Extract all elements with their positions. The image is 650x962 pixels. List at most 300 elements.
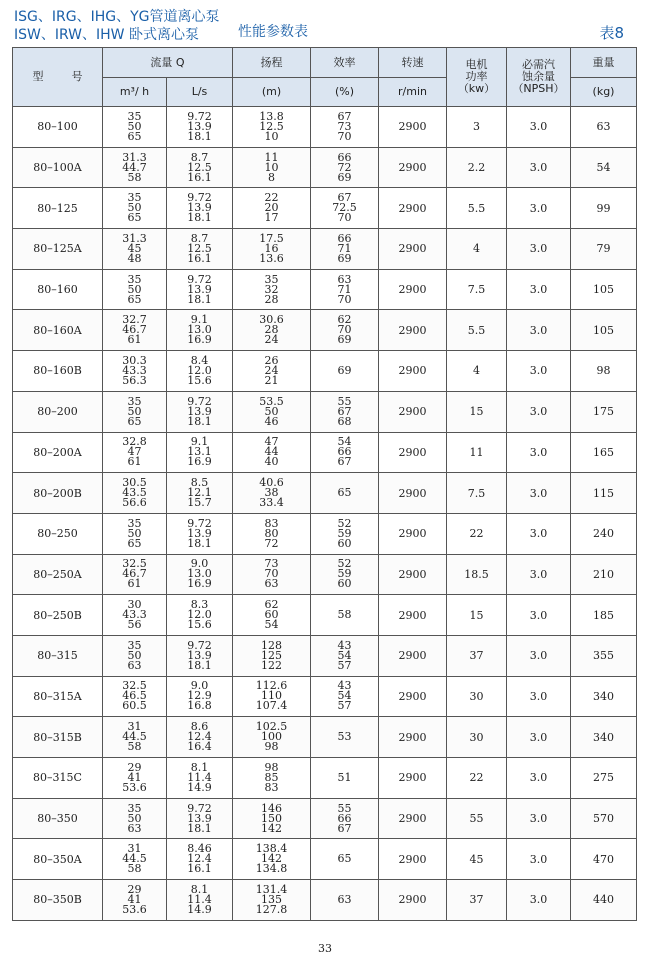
cell-head-value: 30.6 — [259, 313, 284, 327]
cell-weight: 165 — [571, 432, 637, 473]
table-row — [13, 310, 637, 351]
cell-head-value: 60 — [264, 608, 279, 622]
cell-power: 4 — [447, 229, 507, 270]
cell-head-value: 62 — [264, 598, 279, 612]
cell-head — [233, 229, 311, 270]
table-row — [13, 269, 637, 310]
cell-flow-m3h-value: 63 — [127, 821, 142, 835]
cell-speed: 2900 — [379, 717, 447, 758]
cell-power: 4 — [447, 351, 507, 392]
cell-efficiency — [311, 513, 379, 554]
doc-title-line2: ISW、IRW、IHW 卧式离心泵 — [14, 27, 199, 43]
cell-flow-ls — [167, 595, 233, 636]
cell-efficiency-value: 65 — [337, 852, 352, 866]
cell-flow-m3h-value: 46.7 — [122, 323, 147, 337]
cell-efficiency-value: 70 — [337, 292, 352, 306]
cell-head — [233, 513, 311, 554]
cell-speed: 2900 — [379, 432, 447, 473]
cell-flow-ls-value: 18.1 — [187, 129, 212, 143]
cell-speed: 2900 — [379, 269, 447, 310]
cell-weight: 63 — [571, 107, 637, 148]
cell-flow-m3h-value: 29 — [127, 882, 142, 896]
cell-flow-m3h-value: 41 — [127, 892, 142, 906]
cell-head-value: 44 — [264, 445, 279, 459]
cell-head-value: 110 — [261, 689, 282, 703]
cell-model: 80–160A — [13, 310, 103, 351]
cell-model: 80–160 — [13, 269, 103, 310]
cell-head-value: 40 — [264, 455, 279, 469]
cell-weight: 175 — [571, 391, 637, 432]
cell-head-value: 98 — [264, 740, 279, 754]
cell-npsh: 3.0 — [507, 798, 571, 839]
cell-flow-ls-value: 12.0 — [187, 363, 212, 377]
cell-flow-ls-value: 18.1 — [187, 658, 212, 672]
cell-efficiency-value: 63 — [337, 272, 352, 286]
table-row — [13, 147, 637, 188]
cell-flow-ls-value: 15.6 — [187, 618, 212, 632]
cell-efficiency-value: 55 — [337, 394, 352, 408]
cell-efficiency-value: 66 — [337, 445, 352, 459]
header-head: 扬程 — [233, 48, 311, 78]
cell-weight: 210 — [571, 554, 637, 595]
table-row — [13, 513, 637, 554]
cell-model: 80–200B — [13, 473, 103, 514]
header-flow: 流量 Q — [103, 48, 233, 78]
cell-head-value: 35 — [264, 272, 279, 286]
cell-efficiency-value: 73 — [337, 119, 352, 133]
cell-head — [233, 595, 311, 636]
cell-flow-ls-value: 8.4 — [190, 353, 209, 367]
cell-speed: 2900 — [379, 554, 447, 595]
cell-head-value: 10 — [264, 129, 279, 143]
cell-flow-ls-value: 14.9 — [187, 780, 212, 794]
cell-npsh: 3.0 — [507, 635, 571, 676]
header-speed: 转速 — [379, 48, 447, 78]
performance-table — [12, 47, 637, 921]
cell-flow-ls-value: 8.6 — [190, 720, 209, 734]
cell-flow-m3h — [103, 880, 167, 921]
cell-head-value: 20 — [264, 201, 279, 215]
cell-efficiency — [311, 758, 379, 799]
cell-efficiency-value: 60 — [337, 577, 352, 591]
cell-head-value: 72 — [264, 536, 279, 550]
cell-model: 80–125A — [13, 229, 103, 270]
page-number: 33 — [318, 942, 332, 955]
cell-speed: 2900 — [379, 595, 447, 636]
cell-head — [233, 351, 311, 392]
cell-weight: 115 — [571, 473, 637, 514]
cell-efficiency-value: 62 — [337, 313, 352, 327]
cell-flow-m3h — [103, 269, 167, 310]
table-row — [13, 717, 637, 758]
table-row — [13, 880, 637, 921]
cell-efficiency — [311, 310, 379, 351]
cell-efficiency — [311, 473, 379, 514]
cell-flow-ls-value: 8.7 — [190, 150, 209, 164]
cell-flow-m3h-value: 65 — [127, 129, 142, 143]
cell-flow-m3h-value: 50 — [127, 526, 142, 540]
cell-head-value: 134.8 — [255, 862, 288, 876]
cell-model: 80–250B — [13, 595, 103, 636]
table-row — [13, 839, 637, 880]
cell-flow-ls-value: 8.5 — [190, 476, 209, 490]
header-head-unit: (m) — [233, 78, 311, 107]
cell-flow-m3h-value: 65 — [127, 292, 142, 306]
cell-flow-m3h-value: 44.5 — [122, 852, 147, 866]
cell-efficiency — [311, 880, 379, 921]
cell-flow-ls — [167, 758, 233, 799]
cell-flow-ls-value: 16.9 — [187, 455, 212, 469]
cell-flow-m3h-value: 48 — [127, 251, 142, 265]
table-row — [13, 635, 637, 676]
cell-head-value: 127.8 — [255, 902, 288, 916]
cell-head-value: 112.6 — [255, 679, 288, 693]
cell-power: 7.5 — [447, 473, 507, 514]
table-body — [13, 107, 637, 921]
cell-efficiency-value: 70 — [337, 129, 352, 143]
cell-flow-ls-value: 16.9 — [187, 333, 212, 347]
cell-efficiency-value: 67 — [337, 455, 352, 469]
cell-flow-ls-value: 9.1 — [190, 435, 209, 449]
cell-efficiency-value: 66 — [337, 811, 352, 825]
cell-efficiency — [311, 595, 379, 636]
header-flow-ls: L/s — [167, 78, 233, 107]
cell-flow-ls-value: 12.9 — [187, 689, 212, 703]
cell-head — [233, 147, 311, 188]
cell-head-value: 47 — [264, 435, 279, 449]
table-row — [13, 188, 637, 229]
cell-flow-m3h — [103, 513, 167, 554]
table-number: 表8 — [599, 24, 624, 42]
cell-weight: 355 — [571, 635, 637, 676]
cell-speed: 2900 — [379, 107, 447, 148]
cell-flow-m3h — [103, 351, 167, 392]
cell-flow-m3h-value: 61 — [127, 455, 142, 469]
cell-flow-ls — [167, 391, 233, 432]
cell-efficiency-value: 53 — [337, 730, 352, 744]
table-row — [13, 554, 637, 595]
cell-flow-ls-value: 18.1 — [187, 211, 212, 225]
cell-flow-ls-value: 9.72 — [187, 191, 212, 205]
cell-flow-ls-value: 13.1 — [187, 445, 212, 459]
cell-power: 5.5 — [447, 188, 507, 229]
cell-flow-m3h-value: 63 — [127, 658, 142, 672]
cell-flow-ls-value: 16.8 — [187, 699, 212, 713]
cell-head-value: 24 — [264, 363, 279, 377]
cell-efficiency — [311, 635, 379, 676]
cell-power: 37 — [447, 635, 507, 676]
cell-flow-ls — [167, 310, 233, 351]
cell-head-value: 100 — [261, 730, 282, 744]
cell-npsh: 3.0 — [507, 758, 571, 799]
cell-head-value: 10 — [264, 160, 279, 174]
cell-flow-ls-value: 13.9 — [187, 648, 212, 662]
cell-head-value: 85 — [264, 770, 279, 784]
cell-flow-ls-value: 9.1 — [190, 313, 209, 327]
cell-head-value: 53.5 — [259, 394, 284, 408]
cell-model: 80–100A — [13, 147, 103, 188]
cell-head-value: 11 — [264, 150, 279, 164]
cell-efficiency-value: 66 — [337, 150, 352, 164]
cell-head-value: 83 — [264, 516, 279, 530]
cell-power: 18.5 — [447, 554, 507, 595]
cell-flow-ls-value: 12.4 — [187, 730, 212, 744]
cell-flow-ls — [167, 880, 233, 921]
cell-head-value: 98 — [264, 760, 279, 774]
cell-flow-ls-value: 8.7 — [190, 231, 209, 245]
cell-flow-m3h — [103, 310, 167, 351]
cell-head-value: 128 — [261, 638, 282, 652]
cell-npsh: 3.0 — [507, 880, 571, 921]
cell-head-value: 146 — [261, 801, 282, 815]
cell-efficiency-value: 59 — [337, 567, 352, 581]
cell-efficiency — [311, 107, 379, 148]
cell-efficiency-value: 59 — [337, 526, 352, 540]
table-row — [13, 758, 637, 799]
cell-efficiency-value: 70 — [337, 211, 352, 225]
cell-flow-ls-value: 13.9 — [187, 526, 212, 540]
cell-efficiency-value: 60 — [337, 536, 352, 550]
cell-flow-m3h-value: 58 — [127, 862, 142, 876]
cell-flow-ls-value: 13.0 — [187, 567, 212, 581]
cell-head-value: 26 — [264, 353, 279, 367]
cell-flow-m3h — [103, 432, 167, 473]
cell-efficiency — [311, 391, 379, 432]
cell-speed: 2900 — [379, 758, 447, 799]
cell-flow-m3h-value: 50 — [127, 811, 142, 825]
cell-power: 30 — [447, 717, 507, 758]
cell-flow-m3h-value: 47 — [127, 445, 142, 459]
cell-head-value: 8 — [268, 170, 275, 184]
cell-flow-m3h-value: 35 — [127, 638, 142, 652]
cell-flow-m3h-value: 65 — [127, 414, 142, 428]
cell-flow-m3h-value: 44.5 — [122, 730, 147, 744]
cell-weight: 240 — [571, 513, 637, 554]
cell-head-value: 46 — [264, 414, 279, 428]
cell-flow-ls — [167, 473, 233, 514]
cell-head — [233, 839, 311, 880]
cell-power: 3 — [447, 107, 507, 148]
cell-efficiency — [311, 717, 379, 758]
cell-flow-ls-value: 9.72 — [187, 638, 212, 652]
cell-weight: 54 — [571, 147, 637, 188]
cell-power: 55 — [447, 798, 507, 839]
cell-flow-m3h — [103, 554, 167, 595]
cell-npsh: 3.0 — [507, 310, 571, 351]
cell-flow-m3h-value: 56 — [127, 618, 142, 632]
cell-flow-ls — [167, 432, 233, 473]
cell-flow-m3h-value: 32.7 — [122, 313, 147, 327]
cell-flow-m3h-value: 50 — [127, 648, 142, 662]
cell-head-value: 13.6 — [259, 251, 284, 265]
doc-title-line1: ISG、IRG、IHG、YG管道离心泵 — [14, 9, 220, 25]
cell-head — [233, 310, 311, 351]
cell-flow-ls-value: 11.4 — [187, 770, 212, 784]
cell-efficiency — [311, 269, 379, 310]
cell-power: 22 — [447, 758, 507, 799]
cell-efficiency-value: 43 — [337, 638, 352, 652]
cell-head-value: 107.4 — [255, 699, 288, 713]
cell-flow-m3h-value: 30.3 — [122, 353, 147, 367]
cell-flow-ls — [167, 351, 233, 392]
cell-head — [233, 391, 311, 432]
cell-flow-m3h-value: 41 — [127, 770, 142, 784]
cell-model: 80–100 — [13, 107, 103, 148]
cell-speed: 2900 — [379, 229, 447, 270]
cell-head-value: 50 — [264, 404, 279, 418]
cell-flow-m3h-value: 30.5 — [122, 476, 147, 490]
cell-flow-ls-value: 18.1 — [187, 536, 212, 550]
cell-efficiency-value: 70 — [337, 323, 352, 337]
cell-speed: 2900 — [379, 839, 447, 880]
cell-flow-ls-value: 13.0 — [187, 323, 212, 337]
cell-efficiency — [311, 798, 379, 839]
cell-flow-m3h-value: 50 — [127, 201, 142, 215]
table-row — [13, 391, 637, 432]
cell-flow-m3h-value: 35 — [127, 516, 142, 530]
cell-flow-ls-value: 13.9 — [187, 811, 212, 825]
cell-model: 80–160B — [13, 351, 103, 392]
cell-speed: 2900 — [379, 310, 447, 351]
cell-efficiency-value: 66 — [337, 231, 352, 245]
header-weight: 重量 — [571, 48, 637, 78]
cell-flow-ls — [167, 676, 233, 717]
cell-flow-m3h-value: 65 — [127, 536, 142, 550]
cell-flow-ls-value: 16.1 — [187, 170, 212, 184]
cell-power: 11 — [447, 432, 507, 473]
cell-flow-ls-value: 14.9 — [187, 902, 212, 916]
cell-flow-m3h-value: 29 — [127, 760, 142, 774]
cell-head-value: 38 — [264, 486, 279, 500]
cell-flow-ls-value: 8.46 — [187, 842, 212, 856]
cell-weight: 98 — [571, 351, 637, 392]
cell-head-value: 150 — [261, 811, 282, 825]
cell-efficiency-value: 67 — [337, 404, 352, 418]
cell-efficiency-value: 43 — [337, 679, 352, 693]
cell-head-value: 28 — [264, 323, 279, 337]
cell-efficiency-value: 67 — [337, 109, 352, 123]
cell-head-value: 12.5 — [259, 119, 284, 133]
cell-head — [233, 432, 311, 473]
cell-efficiency — [311, 147, 379, 188]
cell-efficiency-value: 72 — [337, 160, 352, 174]
cell-model: 80–350A — [13, 839, 103, 880]
cell-weight: 185 — [571, 595, 637, 636]
cell-npsh: 3.0 — [507, 351, 571, 392]
cell-flow-m3h-value: 32.5 — [122, 557, 147, 571]
cell-flow-m3h-value: 35 — [127, 109, 142, 123]
cell-efficiency-value: 71 — [337, 282, 352, 296]
cell-efficiency — [311, 188, 379, 229]
header-power: 电机 功率 （kw） — [447, 48, 507, 107]
cell-flow-ls-value: 15.7 — [187, 496, 212, 510]
cell-efficiency — [311, 839, 379, 880]
cell-efficiency — [311, 554, 379, 595]
header-weight-unit: (kg) — [571, 78, 637, 107]
cell-flow-ls — [167, 107, 233, 148]
cell-flow-ls-value: 18.1 — [187, 821, 212, 835]
cell-power: 15 — [447, 595, 507, 636]
cell-flow-m3h-value: 35 — [127, 272, 142, 286]
cell-model: 80–200A — [13, 432, 103, 473]
cell-head-value: 102.5 — [255, 720, 288, 734]
cell-model: 80–315A — [13, 676, 103, 717]
cell-flow-ls-value: 16.9 — [187, 577, 212, 591]
cell-efficiency-value: 52 — [337, 557, 352, 571]
cell-flow-ls — [167, 269, 233, 310]
cell-flow-m3h-value: 60.5 — [122, 699, 147, 713]
cell-flow-m3h-value: 43.5 — [122, 486, 147, 500]
cell-npsh: 3.0 — [507, 554, 571, 595]
cell-efficiency — [311, 676, 379, 717]
cell-npsh: 3.0 — [507, 188, 571, 229]
cell-power: 45 — [447, 839, 507, 880]
cell-model: 80–125 — [13, 188, 103, 229]
cell-flow-ls-value: 9.0 — [190, 557, 209, 571]
cell-flow-m3h-value: 31 — [127, 842, 142, 856]
cell-flow-m3h-value: 30 — [127, 598, 142, 612]
cell-flow-m3h-value: 44.7 — [122, 160, 147, 174]
cell-flow-m3h-value: 43.3 — [122, 363, 147, 377]
cell-speed: 2900 — [379, 880, 447, 921]
cell-weight: 340 — [571, 717, 637, 758]
cell-head-value: 135 — [261, 892, 282, 906]
cell-flow-ls-value: 9.0 — [190, 679, 209, 693]
cell-flow-ls-value: 9.72 — [187, 394, 212, 408]
cell-flow-ls-value: 18.1 — [187, 292, 212, 306]
cell-flow-ls — [167, 229, 233, 270]
table-row — [13, 432, 637, 473]
cell-efficiency-value: 63 — [337, 892, 352, 906]
header-model: 型 号 — [13, 48, 103, 107]
cell-flow-ls-value: 12.0 — [187, 608, 212, 622]
cell-flow-m3h-value: 35 — [127, 394, 142, 408]
cell-flow-ls — [167, 513, 233, 554]
cell-flow-m3h-value: 61 — [127, 577, 142, 591]
table-row — [13, 473, 637, 514]
cell-weight: 105 — [571, 269, 637, 310]
cell-head — [233, 676, 311, 717]
cell-weight: 570 — [571, 798, 637, 839]
cell-efficiency-value: 54 — [337, 435, 352, 449]
cell-head — [233, 473, 311, 514]
cell-flow-m3h — [103, 188, 167, 229]
cell-model: 80–315B — [13, 717, 103, 758]
cell-flow-m3h — [103, 717, 167, 758]
cell-head — [233, 717, 311, 758]
cell-model: 80–250 — [13, 513, 103, 554]
cell-model: 80–350B — [13, 880, 103, 921]
cell-weight: 470 — [571, 839, 637, 880]
cell-efficiency-value: 72.5 — [332, 201, 357, 215]
cell-flow-ls-value: 13.9 — [187, 201, 212, 215]
cell-flow-m3h-value: 46.5 — [122, 689, 147, 703]
cell-power: 2.2 — [447, 147, 507, 188]
cell-flow-m3h-value: 50 — [127, 282, 142, 296]
cell-flow-m3h — [103, 391, 167, 432]
cell-flow-m3h-value: 53.6 — [122, 902, 147, 916]
cell-speed: 2900 — [379, 391, 447, 432]
cell-flow-m3h-value: 45 — [127, 241, 142, 255]
table-row — [13, 676, 637, 717]
cell-flow-ls-value: 12.5 — [187, 160, 212, 174]
cell-npsh: 3.0 — [507, 513, 571, 554]
cell-head-value: 17.5 — [259, 231, 284, 245]
cell-efficiency-value: 67 — [337, 821, 352, 835]
cell-head-value: 54 — [264, 618, 279, 632]
cell-flow-ls — [167, 798, 233, 839]
cell-efficiency-value: 54 — [337, 689, 352, 703]
